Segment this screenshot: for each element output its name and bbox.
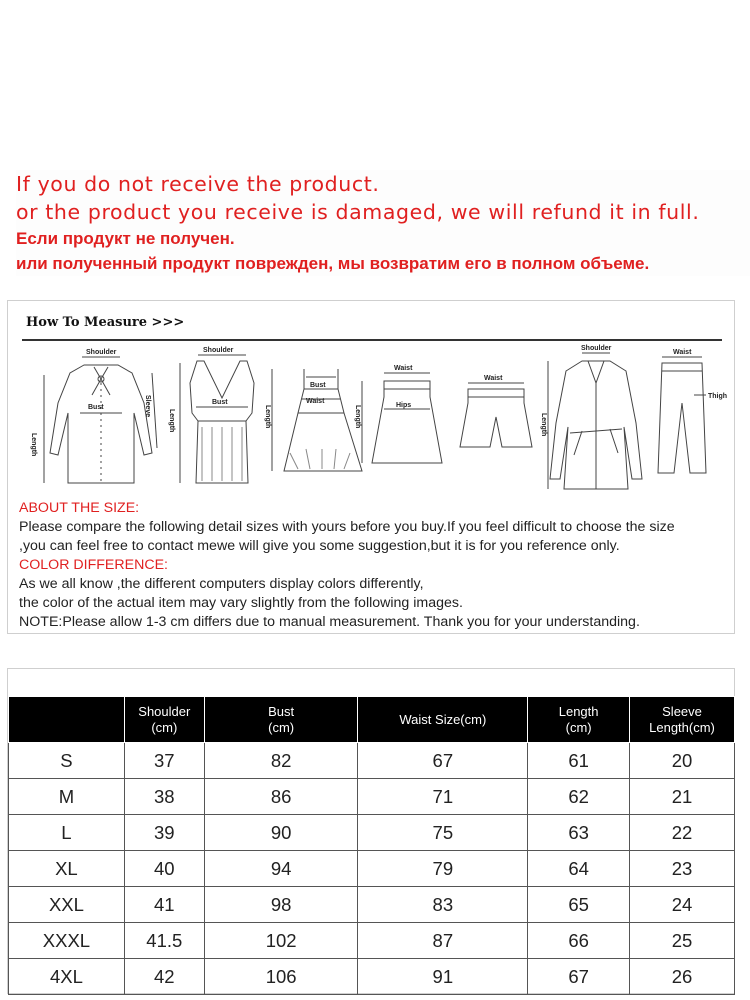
measurement-note: NOTE:Please allow 1-3 cm differs due to manual measurement. Thank you for your understanding.: [19, 614, 640, 630]
color-difference-line-1: As we all know ,the different computers display colors differently,: [19, 576, 424, 592]
size-chart-panel: [7, 668, 735, 994]
table-row: [9, 779, 735, 815]
table-row: [9, 815, 735, 851]
label-sleeve: Sleeve: [144, 395, 151, 418]
notice-ru-line-1: Если продукт не получен.: [16, 229, 235, 248]
pants-illustration: [658, 357, 706, 473]
notice-ru-line-2: или полученный продукт поврежден, мы возвратим его в полном объеме.: [16, 254, 650, 273]
garment-measure-illustrations: [22, 343, 728, 493]
label-length-dress: Length: [264, 405, 271, 429]
label-length-skirt: Length: [354, 405, 361, 429]
cell-sleeve: 26: [630, 959, 735, 995]
table-row: [9, 923, 735, 959]
label-waist-dress: Waist: [306, 398, 325, 405]
label-thigh-pants: Thigh: [708, 393, 728, 400]
cell-bust: 82: [204, 743, 358, 779]
cell-size: S: [9, 743, 125, 779]
header-bust: Bust (cm): [204, 697, 358, 743]
cell-size: XXXL: [9, 923, 125, 959]
label-shoulder: Shoulder: [86, 349, 117, 356]
cell-shoulder: 37: [124, 743, 204, 779]
about-size-line-1: Please compare the following detail sizes with yours before you buy.If you feel difficult to choose the size: [19, 519, 675, 535]
cell-size: M: [9, 779, 125, 815]
cell-shoulder: 42: [124, 959, 204, 995]
vest-illustration: [180, 355, 254, 483]
size-table-header-row: [9, 697, 735, 743]
label-bust-dress: Bust: [310, 382, 326, 389]
label-bust-vest: Bust: [212, 399, 228, 406]
refund-notice: [16, 170, 750, 276]
cell-waist: 67: [358, 743, 528, 779]
blouse-illustration: [44, 357, 157, 483]
label-waist-pants: Waist: [673, 349, 692, 356]
label-hips-skirt: Hips: [396, 402, 412, 409]
cell-sleeve: 20: [630, 743, 735, 779]
size-notes: [19, 499, 731, 632]
notice-en-line-1: If you do not receive the product.: [16, 172, 380, 196]
cell-waist: 91: [358, 959, 528, 995]
header-sleeve-length: Sleeve Length(cm): [630, 697, 735, 743]
cell-sleeve: 23: [630, 851, 735, 887]
notice-en-line-2: or the product you receive is damaged, we will refund it in full.: [16, 200, 700, 224]
cell-length: 63: [528, 815, 630, 851]
how-to-measure-panel: [7, 300, 735, 634]
about-size-title: ABOUT THE SIZE:: [19, 500, 140, 516]
cell-shoulder: 41: [124, 887, 204, 923]
header-shoulder: Shoulder (cm): [124, 697, 204, 743]
label-bust: Bust: [88, 404, 104, 411]
table-row: [9, 887, 735, 923]
cell-length: 67: [528, 959, 630, 995]
shorts-illustration: [460, 383, 532, 447]
cell-waist: 83: [358, 887, 528, 923]
color-difference-title: COLOR DIFFERENCE:: [19, 557, 168, 573]
label-length: Length: [30, 433, 37, 457]
skirt-illustration: [362, 373, 442, 463]
cell-bust: 86: [204, 779, 358, 815]
cell-shoulder: 39: [124, 815, 204, 851]
cell-bust: 94: [204, 851, 358, 887]
cell-sleeve: 22: [630, 815, 735, 851]
cell-size: XL: [9, 851, 125, 887]
cell-sleeve: 21: [630, 779, 735, 815]
cell-bust: 90: [204, 815, 358, 851]
cell-length: 65: [528, 887, 630, 923]
header-waist: Waist Size(cm): [358, 697, 528, 743]
cell-bust: 98: [204, 887, 358, 923]
cell-waist: 79: [358, 851, 528, 887]
cell-size: XXL: [9, 887, 125, 923]
cell-length: 62: [528, 779, 630, 815]
cell-size: L: [9, 815, 125, 851]
heading-divider: [22, 339, 722, 341]
cell-waist: 75: [358, 815, 528, 851]
label-shoulder-coat: Shoulder: [581, 345, 612, 352]
trench-coat-illustration: [548, 353, 642, 489]
cell-length: 61: [528, 743, 630, 779]
table-row: [9, 743, 735, 779]
cell-sleeve: 25: [630, 923, 735, 959]
cell-shoulder: 40: [124, 851, 204, 887]
size-chart-table: [8, 696, 735, 995]
cell-bust: 102: [204, 923, 358, 959]
label-waist-shorts: Waist: [484, 375, 503, 382]
cell-waist: 71: [358, 779, 528, 815]
cell-size: 4XL: [9, 959, 125, 995]
table-row: [9, 959, 735, 995]
cell-length: 66: [528, 923, 630, 959]
cell-length: 64: [528, 851, 630, 887]
header-size: [9, 697, 125, 743]
label-length-coat: Length: [540, 413, 547, 437]
cell-sleeve: 24: [630, 887, 735, 923]
cell-shoulder: 38: [124, 779, 204, 815]
cell-shoulder: 41.5: [124, 923, 204, 959]
how-to-measure-heading: How To Measure >>>: [26, 315, 185, 330]
color-difference-line-2: the color of the actual item may vary slightly from the following images.: [19, 595, 463, 611]
about-size-line-2: ,you can feel free to contact mewe will give you some suggestion,but it is for you reference only.: [19, 538, 620, 554]
table-row: [9, 851, 735, 887]
label-waist-skirt: Waist: [394, 365, 413, 372]
cell-waist: 87: [358, 923, 528, 959]
label-length-vest: Length: [168, 409, 175, 433]
header-length: Length (cm): [528, 697, 630, 743]
cell-bust: 106: [204, 959, 358, 995]
label-shoulder-vest: Shoulder: [203, 347, 234, 354]
